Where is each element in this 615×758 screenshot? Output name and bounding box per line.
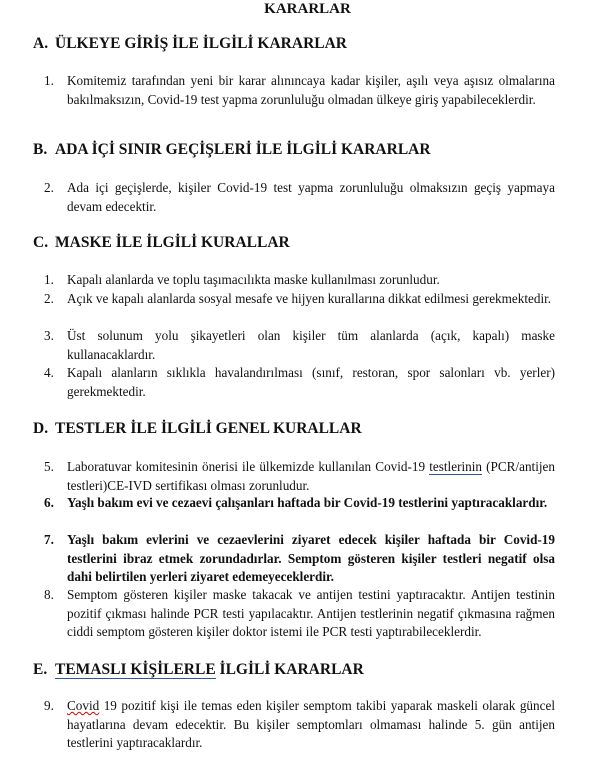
item-text: Üst solunum yolu şikayetleri olan kişiler tüm alanlarda (açık, kapalı) maske kullanacaklardır. — [67, 328, 555, 362]
section-letter: E. — [33, 661, 48, 678]
item-number: 5. — [44, 459, 54, 474]
item-text-part: Laboratuvar komitesinin önerisi ile ülkemizde kullanılan Covid-19 — [67, 459, 430, 474]
item-text: Yaşlı bakım evlerini ve cezaevlerini ziyaret edecek kişiler haftada bir Covid-19 testlerini ibraz etmek zorundadırlar. Semptom gösteren kişiler testleri negatif olsa dahi belirtilen yerleri ziyaret edemeyeceklerdir. — [67, 532, 555, 585]
item-number: 2. — [44, 180, 54, 195]
list-item — [44, 458, 555, 495]
section-heading-e — [33, 661, 364, 679]
section-letter: A. — [33, 35, 49, 52]
list-item — [44, 697, 555, 753]
section-title: ÜLKEYE GİRİŞ İLE İLGİLİ KARARLAR — [55, 35, 347, 52]
list-item — [44, 271, 555, 290]
list-item — [44, 72, 555, 109]
list-item — [44, 327, 555, 364]
section-heading-d — [33, 420, 362, 438]
section-heading-b — [33, 141, 431, 159]
section-title: TESTLER İLE İLGİLİ GENEL KURALLAR — [55, 420, 362, 437]
list-item — [44, 494, 555, 513]
item-number: 9. — [44, 698, 54, 713]
document-title: KARARLAR — [264, 1, 351, 17]
section-letter: B. — [33, 141, 48, 158]
item-text: Ada içi geçişlerde, kişiler Covid-19 test yapma zorunluluğu olmaksızın geçiş yapmaya devam edecektir. — [67, 180, 555, 214]
item-text: Semptom gösteren kişiler maske takacak ve antijen testini yaptıracaktır. Antijen testinin pozitif çıkması halinde PCR testi yapılacaktır. Antijen testlerinin negatif çıkmasına rağmen ciddi semptom gösteren kişiler doktor istemi ile PCR testi yaptırabileceklerdir. — [67, 587, 555, 640]
grammar-flagged-word[interactable]: testlerinin — [429, 459, 482, 474]
section-title: MASKE İLE İLGİLİ KURALLAR — [55, 234, 290, 251]
item-text-part: 19 pozitif kişi ile temas eden kişiler semptom takibi yaparak maskeli olarak güncel hayatlarına devam edecektir. Bu kişiler semptomları olmaması halinde 5. gün antijen testlerini yaptıracaklardır. — [67, 698, 555, 751]
item-text: Açık ve kapalı alanlarda sosyal mesafe ve hijyen kurallarına dikkat edilmesi gerekmektedir. — [67, 291, 552, 306]
section-heading-c — [33, 234, 290, 252]
item-number: 7. — [44, 532, 54, 547]
list-item — [44, 531, 555, 587]
list-item — [44, 586, 555, 642]
item-text — [67, 697, 555, 753]
section-title: ADA İÇİ SINIR GEÇİŞLERİ İLE İLGİLİ KARARLAR — [55, 141, 431, 158]
item-text: Kapalı alanlarda ve toplu taşımacılıkta maske kullanılması zorunludur. — [67, 272, 440, 287]
item-number: 6. — [44, 495, 54, 510]
section-heading-a — [33, 35, 347, 53]
item-number: 2. — [44, 291, 54, 306]
item-number: 4. — [44, 365, 54, 380]
section-letter: C. — [33, 234, 49, 251]
list-item — [44, 364, 555, 401]
item-number: 3. — [44, 328, 54, 343]
item-number: 1. — [44, 73, 54, 88]
item-text — [67, 458, 555, 495]
list-item — [44, 290, 555, 309]
list-item — [44, 179, 555, 216]
item-text: Kapalı alanların sıklıkla havalandırılması (sınıf, restoran, spor salonları vb. yerler) gerekmektedir. — [67, 365, 555, 399]
item-number: 8. — [44, 587, 54, 602]
item-text-part: (PCR/antijen testleri)CE-IVD sertifikası olması zorunludur. — [67, 459, 555, 493]
spelling-flagged-word[interactable]: Covid — [67, 698, 100, 713]
section-title: İLGİLİ KARARLAR — [215, 661, 364, 678]
item-text: Yaşlı bakım evi ve cezaevi çalışanları haftada bir Covid-19 testlerini yaptıracaklardır. — [67, 495, 548, 510]
item-text: Komitemiz tarafından yeni bir karar alınıncaya kadar kişiler, aşılı veya aşısız olmalarına bakılmaksızın, Covid-19 test yapma zorunluluğu olmadan ülkeye giriş yapabileceklerdir. — [67, 73, 555, 107]
grammar-flagged-heading[interactable]: TEMASLI KİŞİLERLE — [55, 661, 216, 678]
section-letter: D. — [33, 420, 49, 437]
item-number: 1. — [44, 272, 54, 287]
